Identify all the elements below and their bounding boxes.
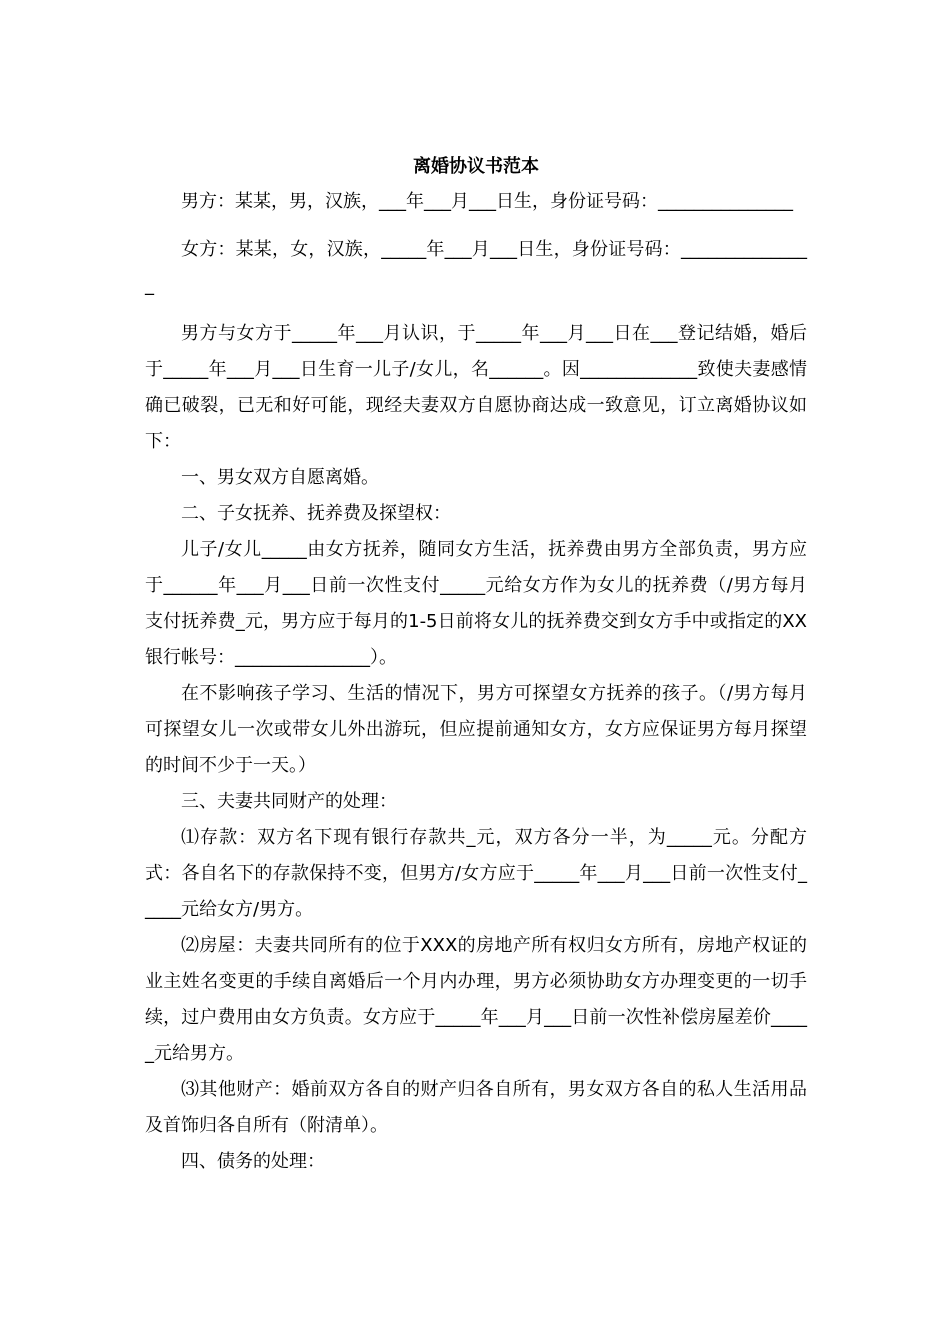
document-title: 离婚协议书范本 xyxy=(413,156,539,177)
clause-1-divorce-consent: 一、男女双方自愿离婚。 xyxy=(181,467,379,488)
clause-2-heading-child-support: 二、子女抚养、抚养费及探望权： xyxy=(181,503,451,524)
paragraph-marriage-background: 男方与女方于_____年___月认识，于_____年___月___日在___登记结婚，婚后于_____年___月___日生育一儿子/女儿，名______。因_____________致使夫妻感情确已破裂，已无和好可能，现经夫妻双方自愿协商达成一致意见，订立离婚协议如下： xyxy=(145,323,807,452)
clause-4-heading-debts: 四、债务的处理： xyxy=(181,1151,325,1172)
clause-3-heading-joint-property: 三、夫妻共同财产的处理： xyxy=(181,791,397,812)
paragraph-visitation-rights: 在不影响孩子学习、生活的情况下，男方可探望女方抚养的孩子。（/男方每月可探望女儿一次或带女儿外出游玩，但应提前通知女方，女方应保证男方每月探望的时间不少于一天。） xyxy=(145,683,807,776)
paragraph-savings: ⑴存款：双方名下现有银行存款共_元，双方各分一半，为_____元。分配方式：各自名下的存款保持不变，但男方/女方应于_____年___月___日前一次性支付_____元给女方/男方。 xyxy=(145,827,807,920)
document-page xyxy=(145,150,807,1180)
paragraph-house: ⑵房屋：夫妻共同所有的位于XXX的房地产所有权归女方所有，房地产权证的业主姓名变更的手续自离婚后一个月内办理，男方必须协助女方办理变更的一切手续，过户费用由女方负责。女方应于_____年___月___日前一次性补偿房屋差价_____元给男方。 xyxy=(145,935,807,1064)
paragraph-male-party: 男方：某某，男，汉族，___年___月___日生，身份证号码：_______________ xyxy=(181,191,793,212)
paragraph-female-party: 女方：某某，女，汉族，_____年___月___日生，身份证号码：_______________ xyxy=(145,239,807,296)
paragraph-other-property: ⑶其他财产：婚前双方各自的财产归各自所有，男女双方各自的私人生活用品及首饰归各自所有（附清单）。 xyxy=(145,1079,807,1136)
paragraph-child-support-terms: 儿子/女儿_____由女方抚养，随同女方生活，抚养费由男方全部负责，男方应于______年___月___日前一次性支付_____元给女方作为女儿的抚养费（/男方每月支付抚养费_元，男方应于每月的1-5日前将女儿的抚养费交到女方手中或指定的XX银行帐号：_______________）。 xyxy=(145,539,807,668)
